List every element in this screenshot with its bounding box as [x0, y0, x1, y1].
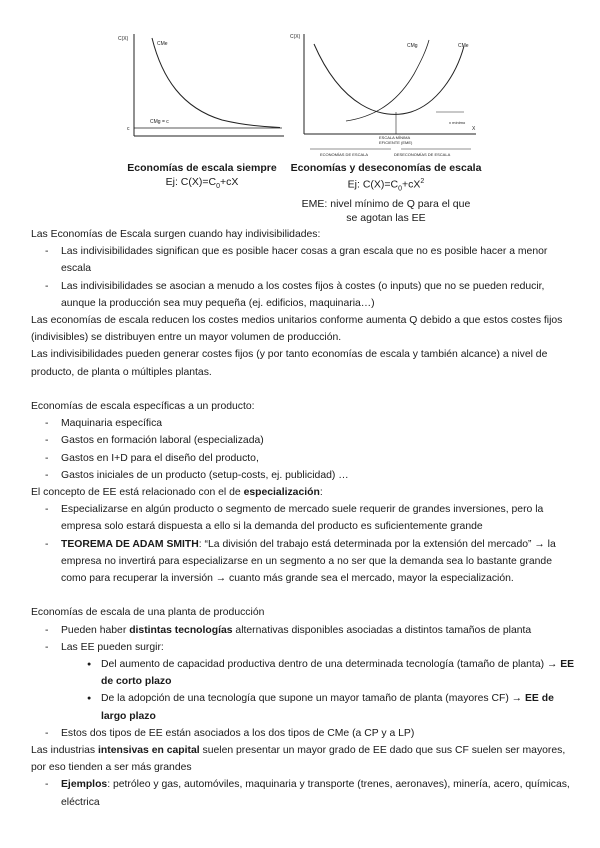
paragraph-producto: Economías de escala específicas a un producto: — [31, 401, 255, 413]
caption-right — [286, 161, 486, 225]
cmg-label: CMg = c — [150, 119, 169, 125]
document-body — [31, 226, 576, 811]
paragraph-especializacion: El concepto de EE está relacionado con el de especialización: — [31, 487, 323, 499]
paragraph-planta: Economías de escala de una planta de producción — [31, 607, 265, 619]
sub-list-item: ● De la adopción de una tecnología que supone un mayor tamaño de planta (mayores CF) → EE de largo plazo — [31, 690, 576, 724]
caption-right-line4: se agotan las EE — [346, 211, 426, 224]
cme-label: CMe — [458, 43, 469, 49]
caption-left-formula: Ej: $C(X)=C_0+cX$ — [165, 176, 239, 191]
origin-label: c — [127, 126, 130, 132]
cmg-curve — [346, 40, 429, 121]
sub-list-item: ● Del aumento de capacidad productiva dentro de una determinada tecnología (tamaño de planta) → EE de corto plazo — [31, 656, 576, 690]
list-item: - Especializarse en algún producto o segmento de mercado suele requerir de grandes inversiones, pero la empresa solo estará dispuesta a ello si la demanda del producto es suficientemente grande — [31, 501, 576, 535]
region-label-economias: ECONOMÍAS DE ESCALA — [320, 152, 369, 157]
small-note: x mínimo — [449, 120, 466, 125]
min-scale-label-2: EFICIENTE (EME) — [379, 140, 413, 145]
list-item: - Las indivisibilidades se asocian a menudo a los costes fijos à costes (o inputs) que no se pueden reducir, aunque la producción sea muy pequeña (ej. edificios, maquinaria…) — [31, 278, 576, 312]
y-axis-label: C(X) — [118, 36, 129, 42]
list-item: - Las EE pueden surgir: — [31, 639, 576, 656]
cme-curve — [152, 38, 280, 128]
list-item: - Maquinaria específica — [31, 415, 576, 432]
figure-economias-escala-siempre — [112, 28, 292, 148]
min-scale-label-1: ESCALA MÍNIMA — [379, 135, 411, 140]
list-item: - Estos dos tipos de EE están asociados a los dos tipos de CMe (a CP y a LP) — [31, 725, 576, 742]
y-axis-label: C(X) — [290, 34, 301, 40]
list-item-ejemplos: - Ejemplos: petróleo y gas, automóviles, maquinaria y transporte (trenes, aeronaves), minería, acero, químicas, eléctrica — [31, 776, 576, 810]
list-item: - Gastos en I+D para el diseño del producto, — [31, 450, 576, 467]
list-item: - Gastos iniciales de un producto (setup-costs, ej. publicidad) … — [31, 467, 576, 484]
list-item-adam-smith: - TEOREMA DE ADAM SMITH: “La división del trabajo está determinada por la extensión del mercado” → la empresa no invertirá para especializarse en un segmento a no ser que la demanda sea lo bastante grande como para recuperar la inversión → cuanto más grande sea el mercado, mayor la especialización. — [31, 536, 576, 588]
cme-curve — [314, 44, 464, 114]
paragraph-intensivas: Las industrias intensivas en capital suelen presentar un mayor grado de EE dado que sus CF suelen ser mayores, por eso tienden a ser más grandes — [31, 745, 566, 774]
figure-economias-deseconomias — [286, 26, 486, 160]
cme-label: CMe — [157, 41, 168, 47]
caption-right-line3: EME: nivel mínimo de Q para el que — [301, 197, 471, 210]
list-item: - Gastos en formación laboral (especializada) — [31, 432, 576, 449]
list-item: - Pueden haber distintas tecnologías alternativas disponibles asociadas a distintos tamaños de planta — [31, 622, 576, 639]
caption-right-formula: Ej: $C(X)=C_0+cX^2$ — [347, 178, 425, 193]
list-item: - Las indivisibilidades significan que es posible hacer cosas a gran escala que no es posible hacer a menor escala — [31, 243, 576, 277]
region-label-deseconomias: DESECONOMÍAS DE ESCALA — [394, 152, 451, 157]
cmg-label: CMg — [407, 43, 418, 49]
caption-left-title: Economías de escala siempre — [127, 162, 277, 174]
paragraph-indivisibilidades: Las Economías de Escala surgen cuando hay indivisibilidades: — [31, 229, 321, 240]
x-axis-label: X — [472, 126, 476, 132]
paragraph-costes-medios: Las economías de escala reducen los costes medios unitarios conforme aumenta Q debido a que estos costes fijos (indivisibles) se distribuyen entre un mayor volumen de producción. — [31, 315, 563, 344]
paragraph-niveles: Las indivisibilidades pueden generar costes fijos (y por tanto economías de escala y también alcance) a nivel de producto, de planta o múltiples plantas. — [31, 349, 548, 378]
caption-right-title: Economías y deseconomías de escala — [290, 162, 482, 174]
caption-left — [112, 161, 292, 194]
